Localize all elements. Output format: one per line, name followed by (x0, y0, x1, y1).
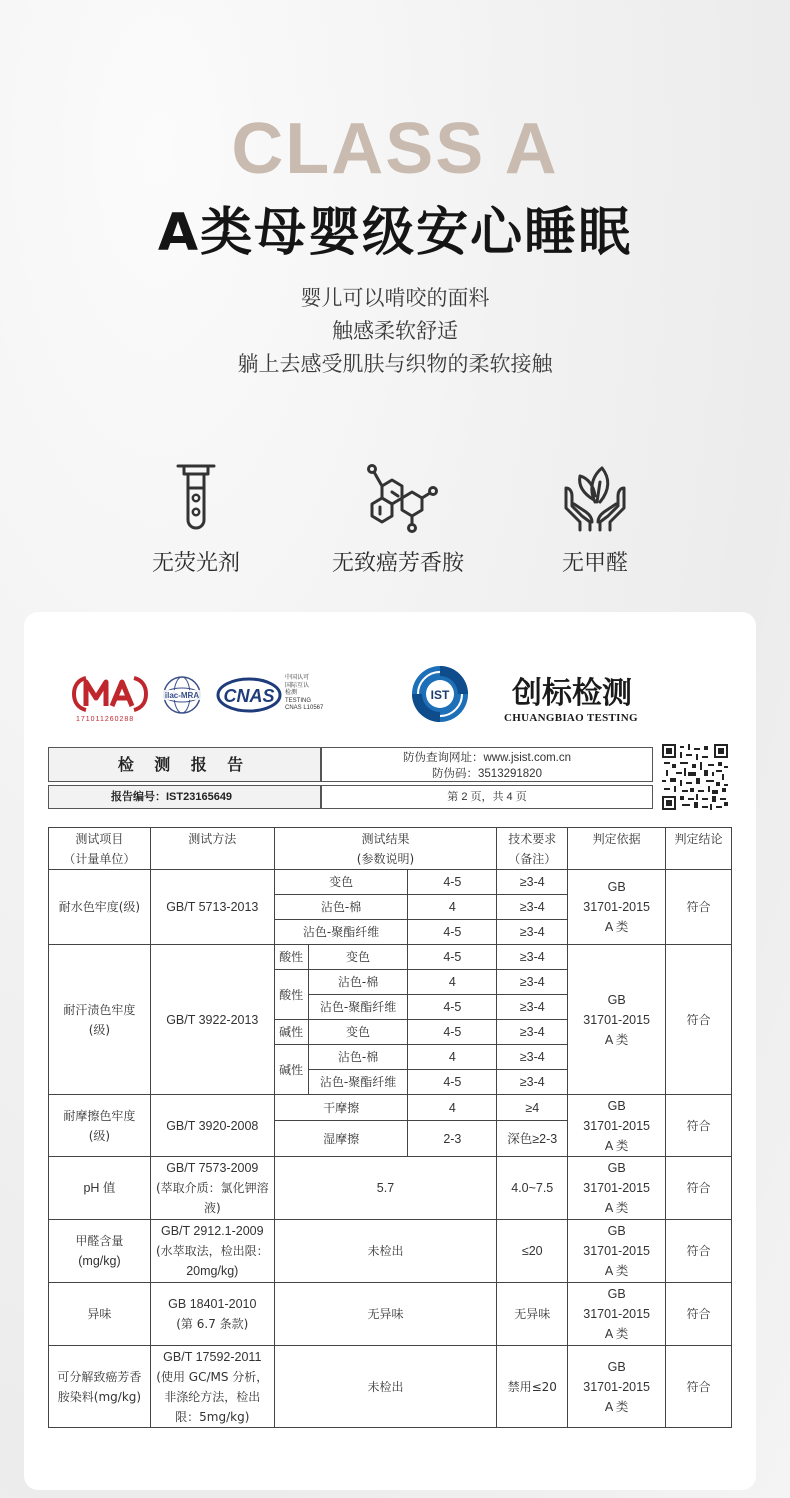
item-cell (49, 1346, 151, 1428)
result-label-cell: 沾色-棉 (308, 1045, 408, 1070)
hero-title: A类母婴级安心睡眠 (157, 203, 633, 263)
method-line: GB/T 17592-2011 (163, 1349, 262, 1364)
basis-cell (568, 870, 666, 945)
table-row (49, 1346, 732, 1428)
item-cell: 异味 (49, 1283, 151, 1346)
method-line: 液) (203, 1201, 221, 1215)
basis-std: GB (607, 1359, 626, 1374)
test-results-table (48, 827, 732, 1428)
report-verification (321, 747, 653, 782)
item-unit: (级) (88, 1022, 111, 1037)
cnas-logo-icon (216, 676, 282, 714)
conclusion-cell: 符合 (666, 1157, 732, 1220)
method-cell (150, 1283, 274, 1346)
result-value-cell: 5.7 (274, 1157, 497, 1220)
requirement-cell: ≥3-4 (497, 920, 568, 945)
header-item-label: 测试项目 (75, 831, 124, 846)
result-label-cell: 变色 (274, 870, 408, 895)
conclusion-cell: 符合 (666, 1346, 732, 1428)
hero-desc-line: 躺上去感受肌肤与织物的柔软接触 (237, 352, 553, 376)
item-cell: 耐水色牢度(级) (49, 870, 151, 945)
method-cell (150, 1157, 274, 1220)
item-label: 耐摩擦色牢度 (63, 1108, 136, 1123)
item-label: 可分解致癌芳香 (57, 1369, 142, 1384)
feature-label: 无甲醛 (561, 551, 628, 576)
requirement-cell: ≥3-4 (497, 895, 568, 920)
basis-std: GB (607, 1287, 626, 1301)
basis-class: A 类 (604, 1264, 629, 1278)
item-cell (49, 1095, 151, 1157)
requirement-cell: 4.0~7.5 (497, 1157, 568, 1220)
basis-num: 31701-2015 (583, 1118, 650, 1133)
result-label-cell: 沾色-聚酯纤维 (308, 1070, 408, 1095)
table-header-row (49, 828, 732, 870)
basis-cell (568, 1095, 666, 1157)
result-value-cell: 4-5 (408, 945, 497, 970)
features-row (0, 462, 790, 582)
result-value-cell: 4 (408, 970, 497, 995)
cnas-caption-line: 国际互认 (285, 682, 310, 689)
svg-text:IST: IST (430, 688, 450, 702)
basis-class: A 类 (604, 920, 629, 934)
basis-class: A 类 (604, 1327, 629, 1341)
basis-class: A 类 (604, 1138, 629, 1153)
company-name-cn: 创标检测 (512, 676, 632, 711)
result-label-cell: 变色 (308, 1020, 408, 1045)
hero-section (0, 0, 790, 620)
method-line: 限：5mg/kg) (175, 1409, 250, 1424)
item-cell (49, 1220, 151, 1283)
basis-cell (568, 1220, 666, 1283)
cnas-caption (285, 675, 323, 713)
result-value-cell: 2-3 (408, 1121, 497, 1157)
requirement-cell: 禁用≤20 (497, 1346, 568, 1428)
requirement-cell: ≥3-4 (497, 870, 568, 895)
feature-no-formaldehyde (495, 462, 695, 577)
hands-leaf-icon (560, 462, 630, 534)
ist-logo-icon (408, 662, 472, 726)
cnas-caption-line: TESTING (285, 697, 312, 704)
result-value-cell: 未检出 (274, 1346, 497, 1428)
header-item-unit: （计量单位） (63, 851, 136, 866)
requirement-cell: ≥3-4 (497, 995, 568, 1020)
header-conclusion (666, 828, 732, 870)
method-line: GB/T 7573-2009 (166, 1161, 259, 1175)
company-name-en: CHUANGBIAO TESTING (504, 712, 638, 724)
result-value-cell: 4-5 (408, 1020, 497, 1045)
method-line: 非涤纶方法，检出 (164, 1389, 261, 1404)
condition-cell: 碱性 (274, 1020, 308, 1045)
header-requirement (497, 828, 568, 870)
basis-num: 31701-2015 (583, 1181, 650, 1195)
basis-cell (568, 945, 666, 1095)
table-row (49, 1157, 732, 1220)
basis-num: 31701-2015 (583, 1307, 650, 1321)
method-line: 20mg/kg) (186, 1264, 239, 1278)
result-value-cell: 4 (408, 1095, 497, 1121)
item-unit: (级) (88, 1128, 111, 1143)
hero-description (0, 282, 790, 381)
basis-class: A 类 (604, 1201, 629, 1215)
method-cell: GB/T 3922-2013 (150, 945, 274, 1095)
result-value-cell: 无异味 (274, 1283, 497, 1346)
header-method (150, 828, 274, 870)
feature-label: 无致癌芳香胺 (331, 551, 464, 576)
item-unit: 胺染料(mg/kg) (57, 1389, 142, 1404)
item-unit: (mg/kg) (78, 1254, 121, 1268)
cnas-caption-line: CNAS L10567 (285, 705, 324, 711)
header-basis (568, 828, 666, 870)
requirement-cell: ≥3-4 (497, 970, 568, 995)
requirement-cell: ≥3-4 (497, 945, 568, 970)
certification-logos (24, 612, 756, 742)
report-number: 报告编号：IST23165649 (48, 785, 321, 809)
table-row (49, 945, 732, 970)
item-label: 甲醛含量 (75, 1234, 124, 1248)
basis-std: GB (607, 880, 626, 894)
header-item (49, 828, 151, 870)
result-value-cell: 未检出 (274, 1220, 497, 1283)
result-value-cell: 4-5 (408, 1070, 497, 1095)
cnas-caption-line: 中国认可 (285, 675, 310, 681)
result-label-cell: 湿摩擦 (274, 1121, 408, 1157)
result-value-cell: 4-5 (408, 870, 497, 895)
basis-num: 31701-2015 (583, 1012, 650, 1027)
method-line: GB/T 2912.1-2009 (160, 1224, 264, 1238)
requirement-cell: ≥3-4 (497, 1020, 568, 1045)
basis-std: GB (607, 1098, 626, 1113)
header-basis-label: 判定依据 (592, 831, 641, 846)
item-label: 耐汗渍色牢度 (63, 1002, 136, 1017)
verification-code: 防伪码：3513291820 (432, 768, 542, 780)
basis-num: 31701-2015 (583, 900, 650, 914)
method-cell: GB/T 3920-2008 (150, 1095, 274, 1157)
method-line: GB 18401-2010 (168, 1297, 257, 1311)
basis-num: 31701-2015 (583, 1244, 650, 1258)
result-label-cell: 沾色-聚酯纤维 (274, 920, 408, 945)
result-label-cell: 干摩擦 (274, 1095, 408, 1121)
method-line: (水萃取法，检出限： (155, 1244, 269, 1258)
method-cell (150, 1346, 274, 1428)
method-line: (萃取介质：氯化钾溶 (155, 1181, 269, 1195)
basis-class: A 类 (604, 1399, 629, 1414)
basis-cell (568, 1157, 666, 1220)
requirement-cell: ≥3-4 (497, 1045, 568, 1070)
header-method-label: 测试方法 (188, 831, 237, 846)
requirement-cell: ≥3-4 (497, 1070, 568, 1095)
svg-text:ilac-MRA: ilac-MRA (164, 691, 200, 700)
header-result-note: (参数说明) (356, 851, 415, 866)
conclusion-cell: 符合 (666, 870, 732, 945)
method-line: (第 6.7 条款) (176, 1317, 249, 1331)
header-conclusion-label: 判定结论 (674, 831, 723, 846)
hero-desc-line: 婴儿可以啃咬的面料 (300, 286, 490, 310)
result-value-cell: 4-5 (408, 920, 497, 945)
hero-desc-line: 触感柔软舒适 (332, 319, 458, 343)
conclusion-cell: 符合 (666, 945, 732, 1095)
basis-class: A 类 (604, 1032, 629, 1047)
result-label-cell: 沾色-棉 (274, 895, 408, 920)
report-title: 检 测 报 告 (48, 747, 321, 782)
method-cell (150, 1220, 274, 1283)
method-cell: GB/T 5713-2013 (150, 870, 274, 945)
basis-std: GB (607, 1224, 626, 1238)
header-req-label: 技术要求 (508, 831, 557, 846)
qr-code-icon (662, 744, 728, 810)
cma-number: 171011260288 (76, 716, 135, 723)
basis-std: GB (607, 992, 626, 1007)
result-label-cell: 沾色-聚酯纤维 (308, 995, 408, 1020)
conclusion-cell: 符合 (666, 1095, 732, 1157)
requirement-cell: 无异味 (497, 1283, 568, 1346)
table-row (49, 870, 732, 895)
result-value-cell: 4 (408, 895, 497, 920)
method-line: (使用 GC/MS 分析， (156, 1369, 269, 1384)
table-row (49, 1095, 732, 1121)
requirement-cell: ≥4 (497, 1095, 568, 1121)
basis-num: 31701-2015 (583, 1379, 650, 1394)
header-result-label: 测试结果 (361, 831, 410, 846)
basis-cell (568, 1346, 666, 1428)
cma-logo-icon (72, 674, 148, 714)
condition-cell: 碱性 (274, 1045, 308, 1095)
result-label-cell: 变色 (308, 945, 408, 970)
report-page: 第 2 页，共 4 页 (321, 785, 653, 809)
feature-label: 无荧光剂 (151, 551, 240, 576)
test-tube-icon (166, 462, 226, 534)
molecule-icon (358, 462, 438, 534)
result-label-cell: 沾色-棉 (308, 970, 408, 995)
table-row (49, 1220, 732, 1283)
svg-text:CNAS: CNAS (223, 686, 275, 706)
basis-std: GB (607, 1161, 626, 1175)
item-cell (49, 945, 151, 1095)
condition-cell: 酸性 (274, 970, 308, 1020)
condition-cell: 酸性 (274, 945, 308, 970)
basis-cell (568, 1283, 666, 1346)
item-cell: pH 值 (49, 1157, 151, 1220)
header-result (274, 828, 497, 870)
class-a-heading: CLASS A (231, 109, 559, 189)
header-req-note: （备注） (508, 851, 557, 866)
test-report-card (24, 612, 756, 1490)
feature-no-fluorescent (96, 462, 296, 577)
verification-website: 防伪查询网址：www.jsist.com.cn (402, 752, 572, 764)
result-value-cell: 4 (408, 1045, 497, 1070)
conclusion-cell: 符合 (666, 1283, 732, 1346)
requirement-cell: 深色≥2-3 (497, 1121, 568, 1157)
result-value-cell: 4-5 (408, 995, 497, 1020)
feature-no-aromatic-amine (298, 462, 498, 577)
table-row (49, 1283, 732, 1346)
ilac-mra-logo-icon (156, 675, 208, 715)
cnas-caption-line: 检测 (285, 690, 298, 696)
requirement-cell: ≤20 (497, 1220, 568, 1283)
conclusion-cell: 符合 (666, 1220, 732, 1283)
